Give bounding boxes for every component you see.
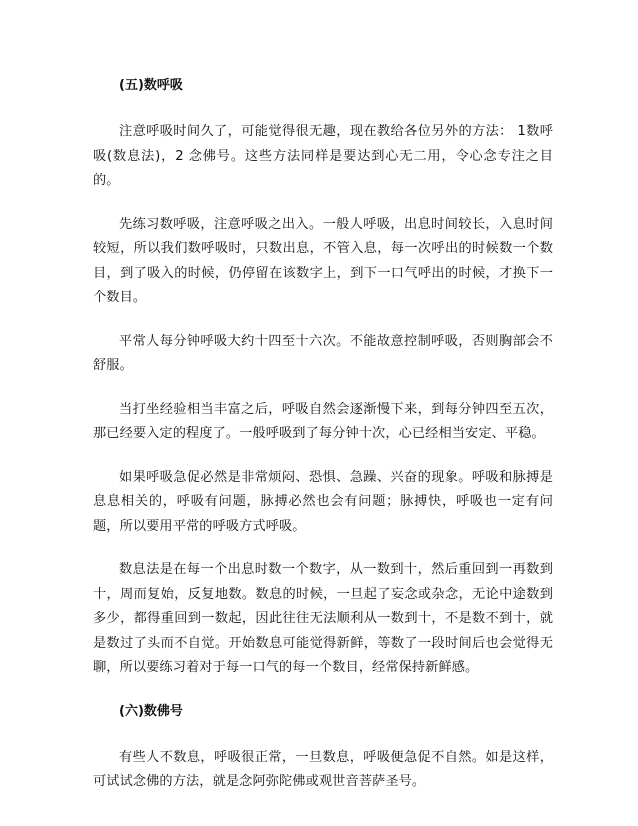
document-body <box>93 74 553 814</box>
section-heading-count-breath: (五)数呼吸 <box>119 78 183 93</box>
paragraph: 平常人每分钟呼吸大约十四至十六次。不能故意控制呼吸，否则胸部会不舒服。 <box>93 333 553 373</box>
paragraph: 有些人不数息，呼吸很正常，一旦数息，呼吸便急促不自然。如是这样，可试试念佛的方法，就是念阿弥陀佛或观世音菩萨圣号。 <box>93 749 553 789</box>
section-heading-recite-buddha-name: (六)数佛号 <box>119 703 183 719</box>
paragraph: 先练习数呼吸，注意呼吸之出入。一般人呼吸，出息时间较长，入息时间较短，所以我们数呼吸时，只数出息，不管入息，每一次呼出的时候数一个数目，到了吸入的时候，仍停留在该数字上，到下一口气呼出的时候，才换下一个数目。 <box>93 216 553 305</box>
paragraph: 注意呼吸时间久了，可能觉得很无趣，现在教给各位另外的方法： 1数呼吸(数息法)，2 念佛号。这些方法同样是要达到心无二用，令心念专注之目的。 <box>93 124 553 188</box>
paragraph: 当打坐经验相当丰富之后，呼吸自然会逐渐慢下来，到每分钟四至五次，那已经要入定的程度了。一般呼吸到了每分钟十次，心已经相当安定、平稳。 <box>93 401 553 441</box>
paragraph: 如果呼吸急促必然是非常烦闷、恐惧、急躁、兴奋的现象。呼吸和脉搏是息息相关的，呼吸有问题，脉搏必然也会有问题；脉搏快，呼吸也一定有问题，所以要用平常的呼吸方式呼吸。 <box>93 469 553 534</box>
paragraph: 数息法是在每一个出息时数一个数字，从一数到十，然后重回到一再数到十，周而复始，反复地数。数息的时候，一旦起了妄念或杂念，无论中途数到多少，都得重回到一数起，因此往往无法顺利从一数到十，不是数不到十，就是数过了头而不自觉。开始数息可能觉得新鲜，等数了一段时间后也会觉得无聊，所以要练习着对于每一口气的每一个数目，经常保持新鲜感。 <box>93 562 553 675</box>
